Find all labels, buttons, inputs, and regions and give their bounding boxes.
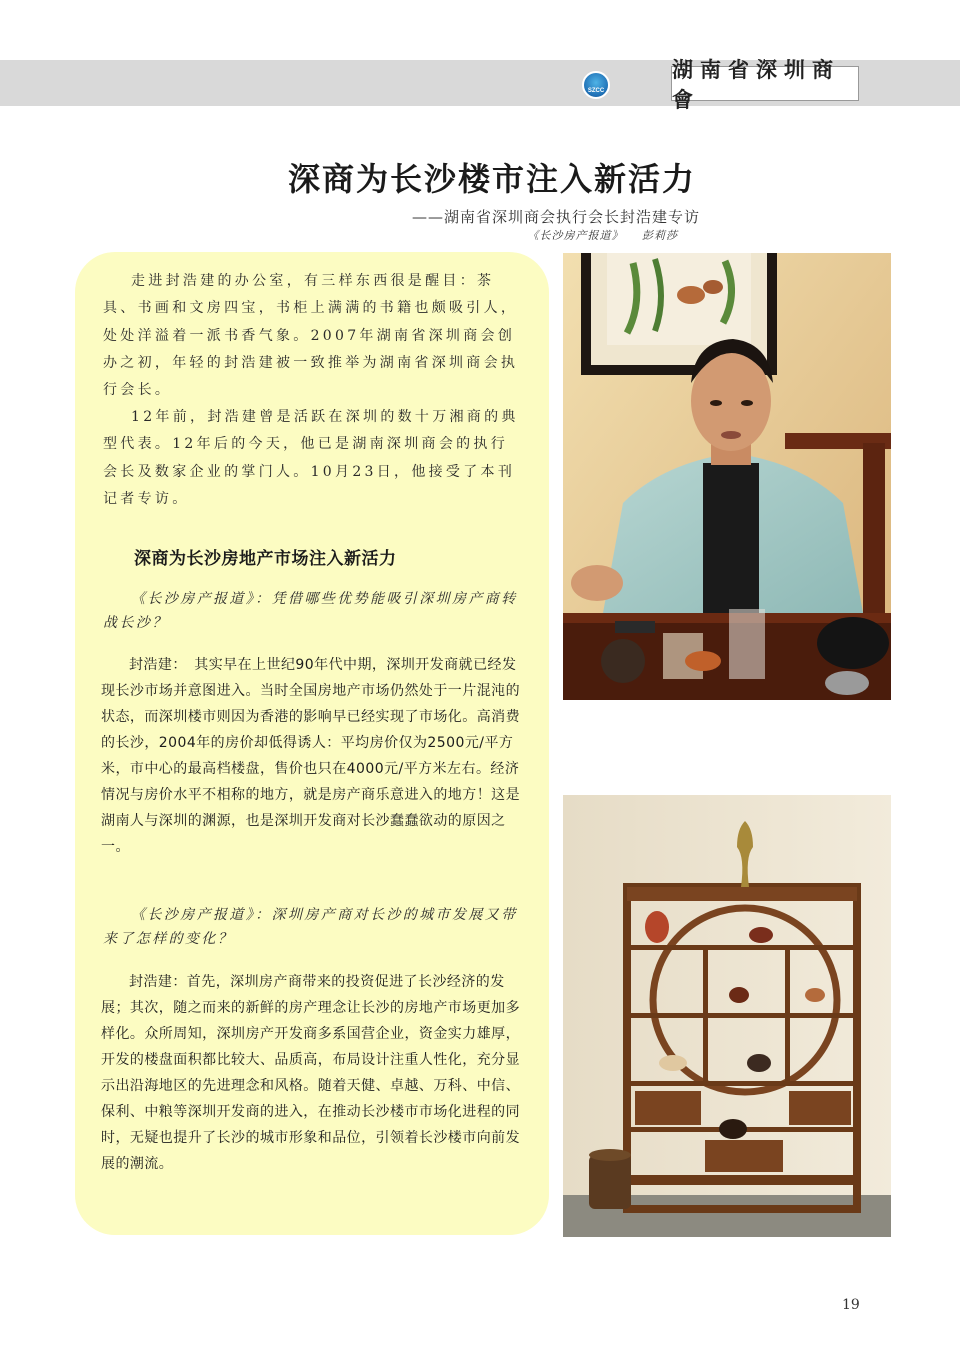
article-title-row [0,154,960,200]
intro-paragraph: 12年前，封浩建曾是活跃在深圳的数十万湘商的典型代表。12年后的今天，他已是湖南深圳商会的执行会长及数家企业的掌门人。10月23日，他接受了本刊记者专访。 [103,409,519,507]
szcc-logo-icon [582,71,610,99]
byline-author: 彭莉莎 [642,229,678,242]
brand-name: 湖南省深圳商會 [671,66,859,101]
interview-question: 《长沙房产报道》：凭借哪些优势能吸引深圳房产商转战长沙？ [103,591,518,631]
byline-source: 《长沙房产报道》 [527,229,624,242]
byline [528,227,679,243]
interview-question: 《长沙房产报道》：深圳房产商对长沙的城市发展又带来了怎样的变化？ [103,907,518,947]
interviewee-photo [563,253,891,700]
page-number: 19 [842,1297,860,1313]
section-heading: 深商为长沙房地产市场注入新活力 [134,549,397,569]
article-subtitle: ——湖南省深圳商会执行会长封浩建专访 [411,208,700,226]
article-title: 深商为长沙楼市注入新活力 [287,160,696,198]
interview-answer: 封浩建： 其实早在上世纪90年代中期，深圳开发商就已经发现长沙市场并意图进入。当时全国房地产市场仍然处于一片混沌的状态，而深圳楼市则因为香港的影响早已经实现了市场化。高消费的长沙，2004年的房价却低得诱人：平均房价仅为2500元/平方米，市中心的最高档楼盘，售价也只在4000元/平方米左右。经济情况与房价水平不相称的地方，就是房产商乐意进入的地方！这是湖南人与深圳的渊源，也是深圳开发商对长沙蠢蠢欲动的原因之一。 [101,657,521,855]
interview-answer: 封浩建：首先，深圳房产商带来的投资促进了长沙经济的发展；其次，随之而来的新鲜的房产理念让长沙的房地产市场更加多样化。众所周知，深圳房产开发商多系国营企业，资金实力雄厚，开发的楼盘面积都比较大、品质高，布局设计注重人性化，充分显示出沿海地区的先进理念和风格。随着天健、卓越、万科、中信、保利、中粮等深圳开发商的进入，在推动长沙楼市市场化进程的同时，无疑也提升了长沙的城市形象和品位，引领着长沙楼市向前发展的潮流。 [101,974,521,1172]
logo-text: SZCC [587,88,605,94]
intro-paragraph: 走进封浩建的办公室，有三样东西很是醒目：茶具、书画和文房四宝，书柜上满满的书籍也颇吸引人，处处洋溢着一派书香气象。2007年湖南省深圳商会创办之初，年轻的封浩建被一致推举为湖南省深圳商会执行会长。 [103,273,519,399]
curio-cabinet-photo [563,795,891,1237]
